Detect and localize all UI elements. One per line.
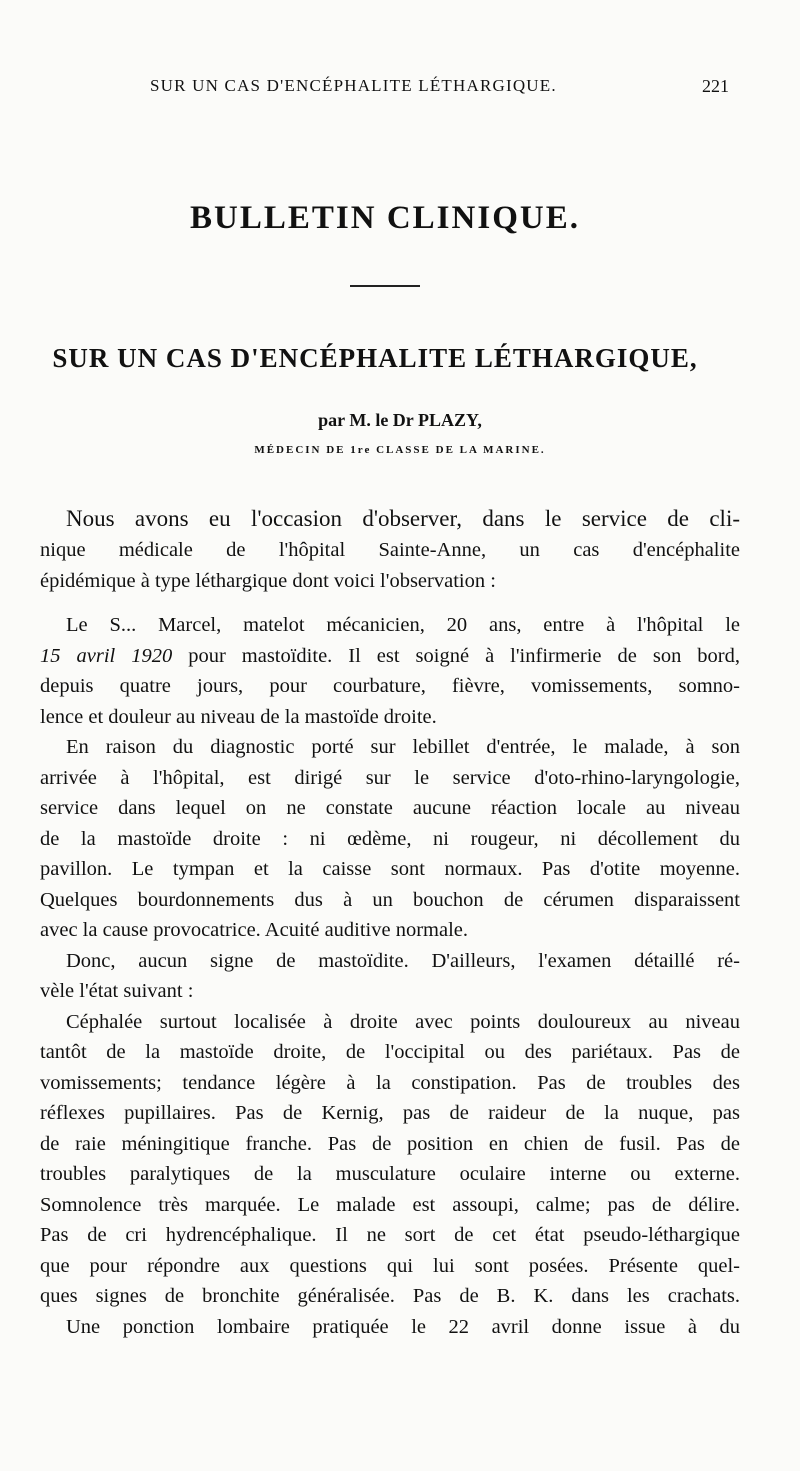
text-line: Quelques bourdonnements dus à un bouchon de cérumen disparaissent bbox=[40, 888, 740, 911]
admission-date: 15 avril 1920 bbox=[40, 644, 173, 667]
text-line: réflexes pupillaires. Pas de Kernig, pas de raideur de la nuque, pas bbox=[40, 1102, 740, 1124]
text-line: pavillon. Le tympan et la caisse sont normaux. Pas d'otite moyenne. bbox=[40, 858, 740, 880]
text-line: tantôt de la mastoïde droite, de l'occipital ou des pariétaux. Pas de bbox=[40, 1041, 740, 1063]
text-line: avec la cause provocatrice. Acuité auditive normale. bbox=[40, 919, 469, 941]
text-line: épidémique à type léthargique dont voici l'observation : bbox=[40, 569, 496, 592]
text-fragment: pour mastoïdite. Il est soigné à l'infirmerie de son bord, bbox=[188, 644, 741, 667]
text-line: depuis quatre jours, pour courbature, fièvre, vomissements, somno- bbox=[40, 675, 740, 697]
text-line: nique médicale de l'hôpital Sainte-Anne, un cas d'encéphalite bbox=[40, 539, 740, 561]
article-title: SUR UN CAS D'ENCÉPHALITE LÉTHARGIQUE, bbox=[52, 343, 698, 373]
text-line: Pas de cri hydrencéphalique. Il ne sort de cet état pseudo-léthargique bbox=[40, 1224, 740, 1246]
text-line: ques signes de bronchite généralisée. Pas de B. K. dans les crachats. bbox=[40, 1285, 740, 1307]
paragraph-gap bbox=[40, 596, 740, 610]
section-title: BULLETIN CLINIQUE. bbox=[190, 200, 580, 236]
text-line: troubles paralytiques de la musculature oculaire interne ou externe. bbox=[40, 1163, 740, 1185]
title-divider bbox=[350, 285, 420, 287]
text-line: Donc, aucun signe de mastoïdite. D'ailleurs, l'examen détaillé ré- bbox=[66, 949, 740, 972]
text-line: service dans lequel on ne constate aucune réaction locale au niveau bbox=[40, 797, 740, 819]
author-byline: par M. le Dr PLAZY, bbox=[318, 410, 482, 430]
text-line: que pour répondre aux questions qui lui sont posées. Présente quel- bbox=[40, 1254, 740, 1277]
article-body bbox=[40, 503, 740, 1342]
text-line: arrivée à l'hôpital, est dirigé sur le service d'oto-rhino-laryngologie, bbox=[40, 766, 740, 789]
text-line: En raison du diagnostic porté sur lebillet d'entrée, le malade, à son bbox=[66, 736, 740, 758]
text-line: Nous avons eu l'occasion d'observer, dans le service de cli- bbox=[66, 506, 740, 531]
page-number: 221 bbox=[702, 76, 729, 96]
text-line: vomissements; tendance légère à la constipation. Pas de troubles des bbox=[40, 1071, 740, 1094]
text-line: lence et douleur au niveau de la mastoïde droite. bbox=[40, 705, 437, 728]
text-line: de raie méningitique franche. Pas de position en chien de fusil. Pas de bbox=[40, 1132, 740, 1155]
text-line: Somnolence très marquée. Le malade est assoupi, calme; pas de délire. bbox=[40, 1193, 740, 1216]
text-line: Le S... Marcel, matelot mécanicien, 20 ans, entre à l'hôpital le bbox=[66, 614, 740, 636]
text-line: vèle l'état suivant : bbox=[40, 980, 194, 1002]
running-header-title: SUR UN CAS D'ENCÉPHALITE LÉTHARGIQUE. bbox=[150, 76, 557, 95]
text-line-with-date bbox=[40, 641, 740, 672]
text-line: Une ponction lombaire pratiquée le 22 avril donne issue à du bbox=[66, 1315, 740, 1338]
text-line: Céphalée surtout localisée à droite avec points douloureux au niveau bbox=[66, 1010, 740, 1033]
text-line: de la mastoïde droite : ni œdème, ni rougeur, ni décollement du bbox=[40, 827, 740, 850]
author-affiliation: MÉDECIN DE 1re CLASSE DE LA MARINE. bbox=[254, 444, 546, 456]
